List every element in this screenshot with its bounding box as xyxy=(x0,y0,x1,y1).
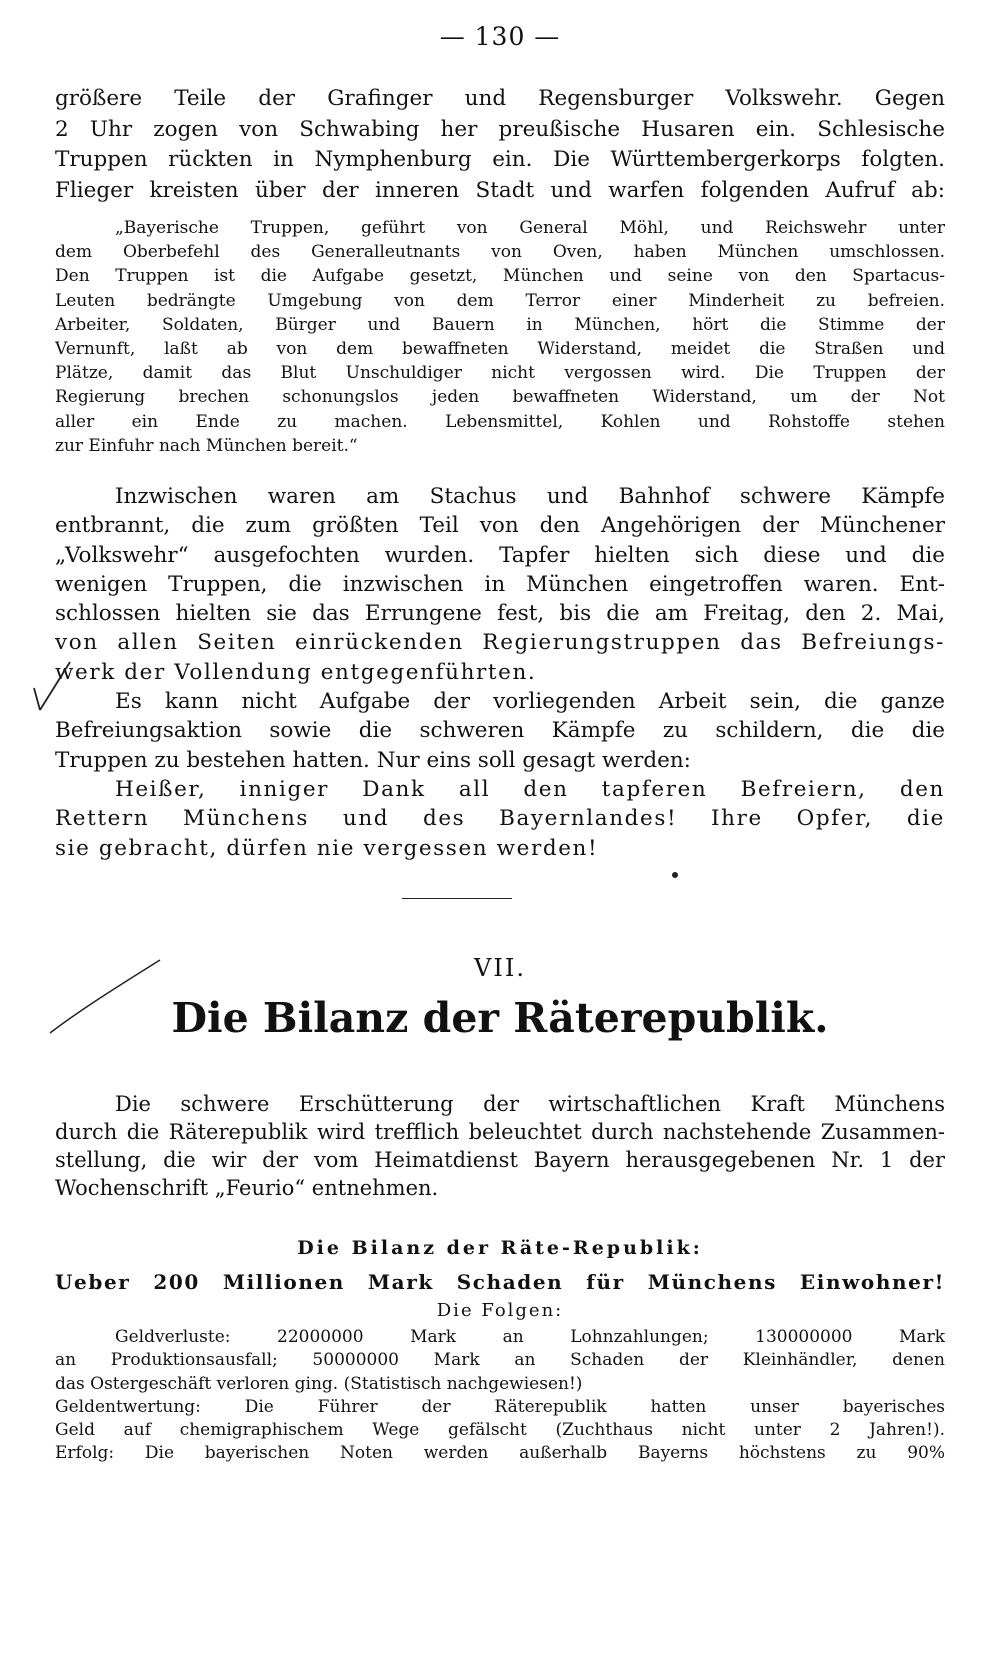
paragraph-liberation xyxy=(55,482,945,863)
chapter-number: VII. xyxy=(474,954,526,982)
text-line: Truppen rückten in Nymphenburg ein. Die Württembergerkorps folgten. xyxy=(55,147,945,172)
bilanz-subheading xyxy=(55,1268,945,1296)
chapter-title: Die Bilanz der Räterepublik. xyxy=(171,994,829,1042)
quote-line: Leuten bedrängte Umgebung von dem Terror einer Minderheit zu befreien. xyxy=(55,290,945,311)
section-divider xyxy=(402,898,512,899)
consequences-list xyxy=(55,1326,945,1466)
quote-line: dem Oberbefehl des Generalleutnants von Oven, haben München umschlossen. xyxy=(55,242,945,263)
leaflet-quote xyxy=(55,216,945,458)
text-line: sie gebracht, dürfen nie vergessen werden! xyxy=(55,835,599,861)
text-line: Flieger kreisten über der inneren Stadt und warfen folgenden Aufruf ab: xyxy=(55,177,945,203)
text-line: „Volkswehr“ ausgefochten wurden. Tapfer hielten sich diese und die xyxy=(55,542,945,568)
text-line: 2 Uhr zogen von Schwabing her preußische Husaren ein. Schlesische xyxy=(55,116,945,142)
ink-dot xyxy=(672,872,678,878)
quote-line: aller ein Ende zu machen. Lebensmittel, Kohlen und Rohstoffe stehen xyxy=(55,411,945,432)
text-line: entbrannt, die zum größten Teil von den Angehörigen der Münchener xyxy=(55,513,945,539)
text-line: Heißer, inniger Dank all den tapferen Befreiern, den xyxy=(115,776,945,802)
list-line: Geldentwertung: Die Führer der Räterepublik hatten unser bayerisches xyxy=(55,1396,945,1417)
bilanz-heading: Die Bilanz der Räte-Republik: xyxy=(297,1237,703,1259)
list-line: Erfolg: Die bayerischen Noten werden außerhalb Bayerns höchstens zu 90% xyxy=(55,1443,945,1464)
text-line: Die schwere Erschütterung der wirtschaftlichen Kraft Münchens xyxy=(115,1092,945,1116)
text-line: von allen Seiten einrückenden Regierungstruppen das Befreiungs- xyxy=(55,630,945,656)
text-line: Befreiungsaktion sowie die schweren Kämpfe zu schildern, die die xyxy=(55,718,945,744)
text-line: Es kann nicht Aufgabe der vorliegenden Arbeit sein, die ganze xyxy=(115,689,945,715)
text-line: größere Teile der Grafinger und Regensburger Volkswehr. Gegen xyxy=(55,86,945,111)
quote-line: Regierung brechen schonungslos jeden bewaffneten Widerstand, um der Not xyxy=(55,387,945,408)
page-number: — 130 — xyxy=(439,22,561,51)
folgen-heading: Die Folgen: xyxy=(436,1300,564,1321)
list-line: das Ostergeschäft verloren ging. (Statistisch nachgewiesen!) xyxy=(55,1373,583,1394)
text-line: schlossen hielten sie das Errungene fest, bis die am Freitag, den 2. Mai, xyxy=(55,601,945,627)
list-line: Geld auf chemigraphischem Wege gefälscht (Zuchthaus nicht unter 2 Jahren!). xyxy=(55,1420,945,1441)
text-line: Wochenschrift „Feurio“ entnehmen. xyxy=(55,1176,439,1200)
text-line: werk der Vollendung entgegenführten. xyxy=(55,659,537,685)
paragraph-intro xyxy=(55,1090,945,1202)
text-line: wenigen Truppen, die inzwischen in München eingetroffen waren. Ent- xyxy=(55,571,945,597)
quote-line: zur Einfuhr nach München bereit.“ xyxy=(55,435,358,456)
text-line: durch die Räterepublik wird trefflich beleuchtet durch nachstehende Zusammen- xyxy=(55,1120,945,1144)
list-line: an Produktionsausfall; 50000000 Mark an Schaden der Kleinhändler, denen xyxy=(55,1350,945,1371)
paragraph-fighting xyxy=(55,84,945,206)
quote-line: Plätze, damit das Blut Unschuldiger nicht vergossen wird. Die Truppen der xyxy=(55,363,945,384)
quote-line: Den Truppen ist die Aufgabe gesetzt, München und seine von den Spartacus- xyxy=(55,266,945,287)
text-line: Truppen zu bestehen hatten. Nur eins soll gesagt werden: xyxy=(55,747,691,773)
text-line: stellung, die wir der vom Heimatdienst Bayern herausgegebenen Nr. 1 der xyxy=(55,1148,945,1172)
list-line: Geldverluste: 22000000 Mark an Lohnzahlungen; 130000000 Mark xyxy=(115,1327,945,1347)
text-line: Inzwischen waren am Stachus und Bahnhof schwere Kämpfe xyxy=(115,484,945,509)
subheading-line: Ueber 200 Millionen Mark Schaden für Münchens Einwohner! xyxy=(55,1270,945,1294)
quote-line: Arbeiter, Soldaten, Bürger und Bauern in München, hört die Stimme der xyxy=(55,314,945,335)
quote-line: „Bayerische Truppen, geführt von General Möhl, und Reichswehr unter xyxy=(115,218,945,238)
text-line: Rettern Münchens und des Bayernlandes! Ihre Opfer, die xyxy=(55,806,945,832)
quote-line: Vernunft, laßt ab von dem bewaffneten Widerstand, meidet die Straßen und xyxy=(55,339,945,360)
